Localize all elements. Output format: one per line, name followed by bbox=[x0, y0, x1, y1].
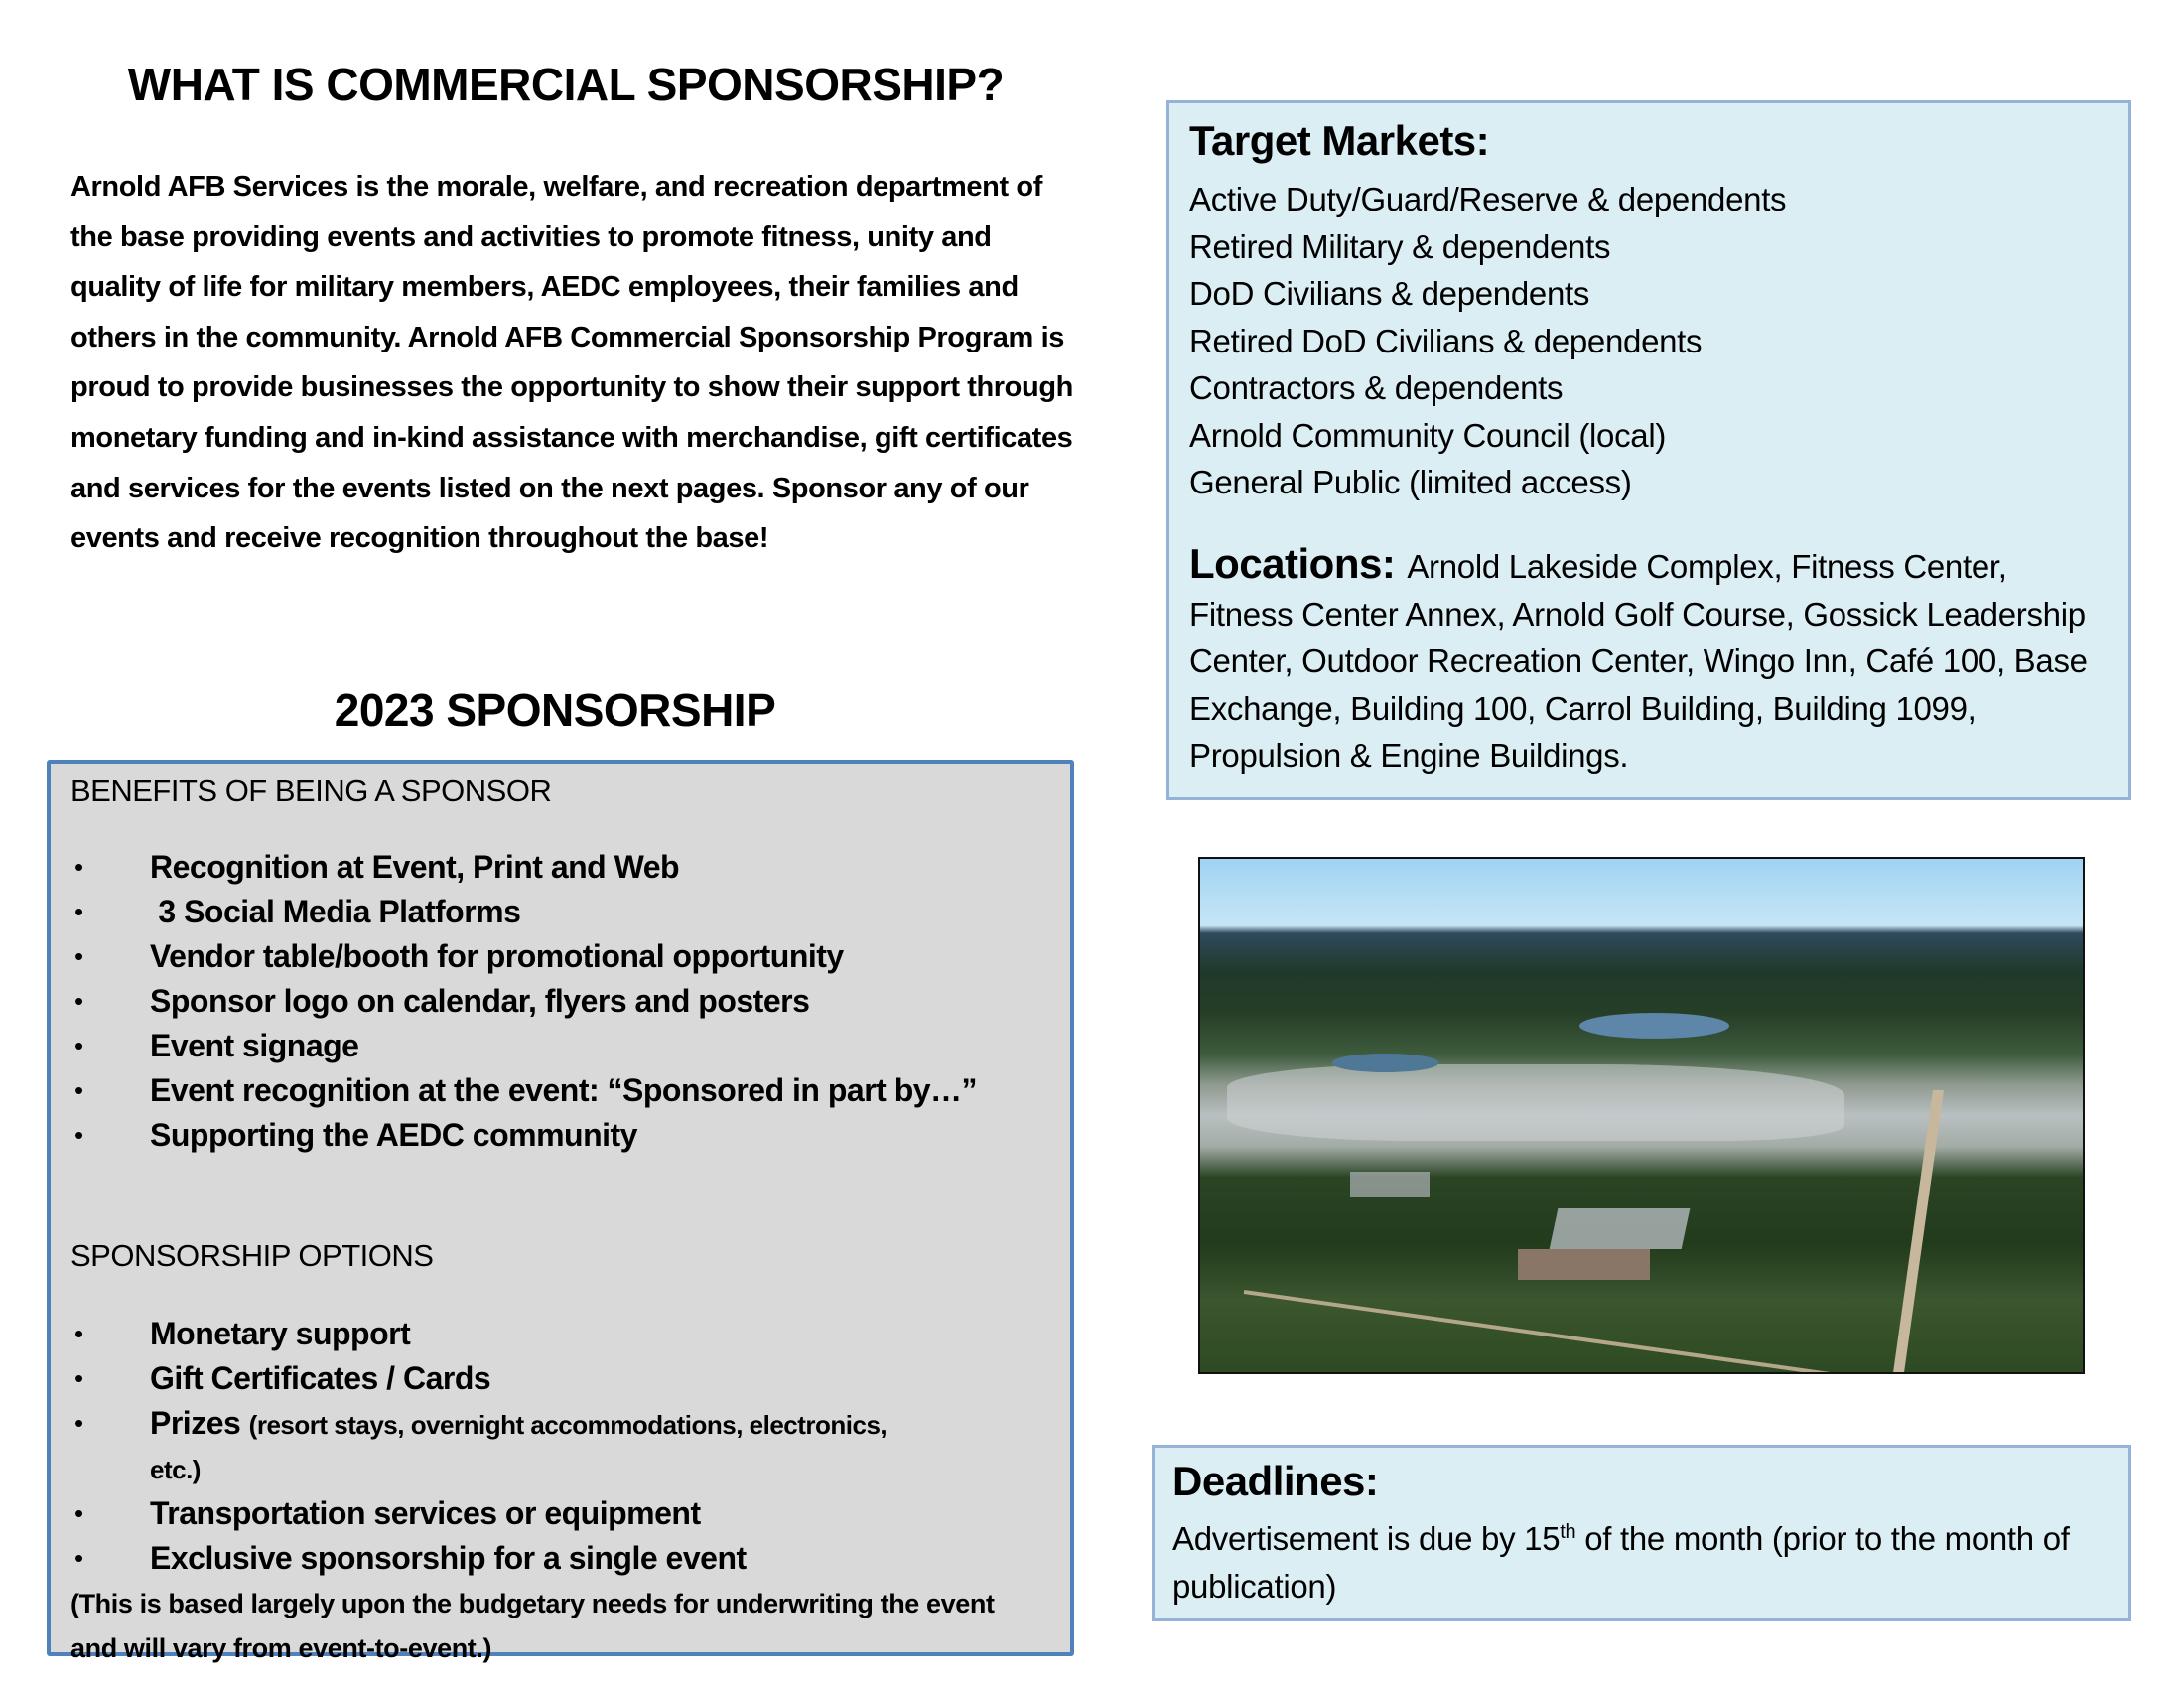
photo-pond bbox=[1332, 1054, 1438, 1071]
bullet-icon: • bbox=[74, 1363, 83, 1393]
benefits-list bbox=[70, 845, 1053, 1158]
photo-parking-lot bbox=[1350, 1172, 1430, 1197]
list-item: • Event signage bbox=[70, 1024, 1053, 1068]
benefits-heading: BENEFITS OF BEING A SPONSOR bbox=[70, 774, 552, 808]
bullet-icon: • bbox=[74, 1319, 83, 1348]
list-item: • Prizes (resort stays, overnight accommodations, electronics, etc.) bbox=[70, 1401, 1053, 1491]
photo-road bbox=[1244, 1290, 1856, 1374]
list-item: • Monetary support bbox=[70, 1312, 1053, 1356]
sponsorship-title: 2023 SPONSORSHIP bbox=[334, 684, 776, 736]
bullet-icon: • bbox=[74, 1498, 83, 1528]
intro-paragraph: Arnold AFB Services is the morale, welfare, and recreation department of the base providing events and activities to promote fitness, unity and quality of life for military members, AEDC employees, their families and others in the community. Arnold AFB Commercial Sponsorship Program is proud to provide businesses the opportunity to show their support through monetary funding and in-kind assistance with merchandise, gift certificates and services for the events listed on the next pages. Sponsor any of our events and receive recognition throughout the base! bbox=[70, 171, 1073, 555]
list-item: • Sponsor logo on calendar, flyers and posters bbox=[70, 979, 1053, 1024]
photo-road bbox=[1891, 1090, 1943, 1374]
photo-lake bbox=[1579, 1013, 1729, 1039]
bullet-icon: • bbox=[74, 1408, 83, 1438]
options-note: (This is based largely upon the budgetary needs for underwriting the event and will vary from event-to-event.) bbox=[70, 1589, 995, 1663]
bullet-icon: • bbox=[74, 1543, 83, 1573]
options-list bbox=[70, 1312, 1053, 1581]
photo-complex-area bbox=[1227, 1064, 1844, 1142]
bullet-icon: • bbox=[74, 1031, 83, 1060]
options-heading: SPONSORSHIP OPTIONS bbox=[70, 1238, 434, 1273]
list-item: • Transportation services or equipment bbox=[70, 1491, 1053, 1536]
target-markets-list bbox=[1189, 176, 1786, 506]
list-item: • Recognition at Event, Print and Web bbox=[70, 845, 1053, 890]
deadlines-box bbox=[1152, 1445, 2131, 1621]
aerial-photo bbox=[1198, 857, 2085, 1374]
deadlines-heading: Deadlines: bbox=[1172, 1458, 1379, 1504]
photo-building bbox=[1518, 1249, 1650, 1280]
list-item: DoD Civilians & dependents bbox=[1189, 275, 1590, 312]
photo-parking-lot bbox=[1549, 1208, 1690, 1249]
bullet-icon: • bbox=[74, 852, 83, 882]
bullet-icon: • bbox=[74, 897, 83, 926]
list-item: Contractors & dependents bbox=[1189, 369, 1564, 406]
list-item: Retired Military & dependents bbox=[1189, 227, 1611, 265]
target-markets-heading: Target Markets: bbox=[1189, 117, 1490, 164]
bullet-icon: • bbox=[74, 1120, 83, 1150]
locations-paragraph bbox=[1189, 540, 2113, 779]
list-item: • Exclusive sponsorship for a single event bbox=[70, 1536, 1053, 1581]
locations-label: Locations: bbox=[1189, 540, 1396, 587]
page-title: WHAT IS COMMERCIAL SPONSORSHIP? bbox=[127, 59, 1005, 110]
list-item: Retired DoD Civilians & dependents bbox=[1189, 322, 1703, 359]
bullet-icon: • bbox=[74, 1075, 83, 1105]
list-item: General Public (limited access) bbox=[1189, 464, 1632, 500]
list-item: Arnold Community Council (local) bbox=[1189, 416, 1667, 454]
list-item: • Vendor table/booth for promotional opportunity bbox=[70, 934, 1053, 979]
locations-text: Arnold Lakeside Complex, Fitness Center, Fitness Center Annex, Arnold Golf Course, Gossick Leadership Center, Outdoor Recreation Center, Wingo Inn, Café 100, Base Exchange, Building 100, Carrol Building, Building 1099, Propulsion & Engine Buildings. bbox=[1189, 548, 2088, 774]
bullet-icon: • bbox=[74, 941, 83, 971]
list-item: Active Duty/Guard/Reserve & dependents bbox=[1189, 181, 1787, 217]
list-item: • Event recognition at the event: “Sponsored in part by…” bbox=[70, 1068, 1053, 1113]
list-item: • Gift Certificates / Cards bbox=[70, 1356, 1053, 1401]
sponsorship-box bbox=[47, 760, 1074, 1663]
bullet-icon: • bbox=[74, 986, 83, 1016]
list-item: • 3 Social Media Platforms bbox=[70, 890, 1053, 934]
list-item: • Supporting the AEDC community bbox=[70, 1113, 1053, 1158]
deadlines-text: Advertisement is due by 15th of the month (prior to the month of publication) bbox=[1172, 1520, 2070, 1605]
target-markets-box bbox=[1166, 100, 2131, 800]
